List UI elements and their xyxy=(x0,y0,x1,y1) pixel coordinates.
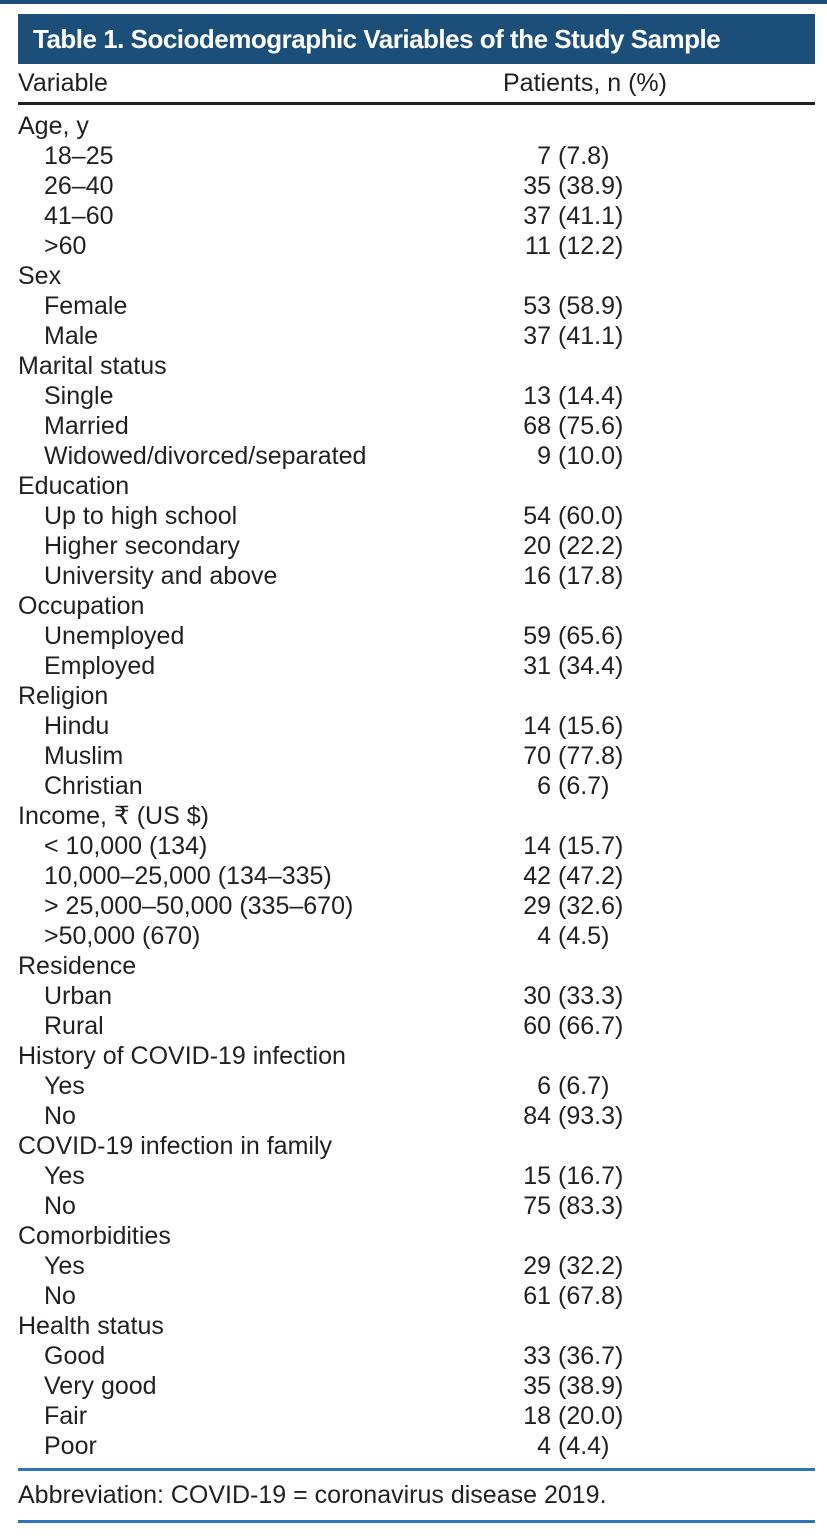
row-percent: (47.2) xyxy=(558,862,624,890)
section-header-label: Religion xyxy=(18,682,109,710)
table-row xyxy=(18,1401,815,1431)
column-header-row xyxy=(18,64,815,102)
row-percent: (93.3) xyxy=(558,1102,624,1130)
row-label: Male xyxy=(44,322,99,350)
row-label: Yes xyxy=(44,1252,85,1280)
section-header-label: Income, ₹ (US $) xyxy=(18,802,209,830)
table-row xyxy=(18,381,815,411)
section-header-label: Comorbidities xyxy=(18,1222,171,1250)
row-count: 20 xyxy=(523,532,551,560)
table-row xyxy=(18,1011,815,1041)
section-header-label: Sex xyxy=(18,262,62,290)
table-row xyxy=(18,981,815,1011)
section-header-label: Marital status xyxy=(18,352,167,380)
row-value xyxy=(495,891,815,921)
row-label: No xyxy=(44,1282,76,1310)
row-count: 70 xyxy=(523,742,551,770)
row-label: Fair xyxy=(44,1402,88,1430)
table-row xyxy=(18,891,815,921)
row-count: 29 xyxy=(523,892,551,920)
row-value xyxy=(495,171,815,201)
row-value xyxy=(495,381,815,411)
table-row xyxy=(18,651,815,681)
row-label: > 25,000–50,000 (335–670) xyxy=(44,892,354,920)
row-label: >60 xyxy=(44,232,87,260)
top-border-line xyxy=(0,0,827,4)
row-percent: (77.8) xyxy=(558,742,624,770)
row-percent: (4.5) xyxy=(558,922,610,950)
column-header-variable: Variable xyxy=(18,68,108,97)
row-count: 14 xyxy=(523,832,551,860)
row-percent: (32.6) xyxy=(558,892,624,920)
section-header-row xyxy=(18,471,815,501)
table-row xyxy=(18,1161,815,1191)
row-count: 11 xyxy=(525,232,551,260)
row-count: 60 xyxy=(523,1012,551,1040)
section-header-row xyxy=(18,591,815,621)
row-label: Up to high school xyxy=(44,502,238,530)
row-value xyxy=(495,771,815,801)
row-count: 9 xyxy=(537,442,551,470)
row-value xyxy=(495,711,815,741)
row-count: 18 xyxy=(523,1402,551,1430)
row-percent: (38.9) xyxy=(558,1372,624,1400)
row-count: 37 xyxy=(523,322,551,350)
row-value xyxy=(495,1161,815,1191)
table-title: Table 1. Sociodemographic Variables of the Study Sample xyxy=(33,23,721,54)
row-label: Hindu xyxy=(44,712,110,740)
row-count: 35 xyxy=(523,172,551,200)
row-count: 68 xyxy=(523,412,551,440)
row-value xyxy=(495,1191,815,1221)
table-row xyxy=(18,411,815,441)
row-value xyxy=(495,741,815,771)
column-header-patients: Patients, n (%) xyxy=(503,68,667,97)
row-count: 61 xyxy=(523,1282,551,1310)
row-percent: (15.7) xyxy=(558,832,624,860)
table-title-bar xyxy=(18,14,815,64)
row-count: 84 xyxy=(523,1102,551,1130)
row-value xyxy=(495,531,815,561)
header-rule xyxy=(18,102,815,105)
table-row xyxy=(18,1371,815,1401)
row-label: Single xyxy=(44,382,114,410)
row-label: Yes xyxy=(44,1072,85,1100)
row-percent: (66.7) xyxy=(558,1012,624,1040)
row-count: 54 xyxy=(523,502,551,530)
section-header-row xyxy=(18,681,815,711)
row-label: Married xyxy=(44,412,129,440)
table-row xyxy=(18,711,815,741)
section-header-label: Occupation xyxy=(18,592,145,620)
section-header-row xyxy=(18,351,815,381)
row-value xyxy=(495,1341,815,1371)
row-percent: (12.2) xyxy=(558,232,624,260)
row-label: Muslim xyxy=(44,742,124,770)
table-row xyxy=(18,1191,815,1221)
row-value xyxy=(495,1281,815,1311)
section-header-row xyxy=(18,111,815,141)
row-count: 59 xyxy=(523,622,551,650)
table-row xyxy=(18,741,815,771)
row-label: Christian xyxy=(44,772,143,800)
section-header-label: COVID-19 infection in family xyxy=(18,1132,333,1160)
row-count: 4 xyxy=(537,922,551,950)
row-percent: (75.6) xyxy=(558,412,624,440)
row-value xyxy=(495,441,815,471)
row-value xyxy=(495,921,815,951)
table-row xyxy=(18,1071,815,1101)
row-value xyxy=(495,1401,815,1431)
table-row xyxy=(18,1431,815,1461)
row-percent: (7.8) xyxy=(558,142,610,170)
row-percent: (14.4) xyxy=(558,382,624,410)
row-count: 31 xyxy=(523,652,551,680)
row-count: 30 xyxy=(523,982,551,1010)
row-label: Yes xyxy=(44,1162,85,1190)
section-header-label: Education xyxy=(18,472,130,500)
row-percent: (6.7) xyxy=(558,772,610,800)
row-value xyxy=(495,201,815,231)
table-row xyxy=(18,291,815,321)
row-percent: (22.2) xyxy=(558,532,624,560)
footnote-row xyxy=(18,1471,815,1520)
table-row xyxy=(18,231,815,261)
row-count: 29 xyxy=(523,1252,551,1280)
row-percent: (83.3) xyxy=(558,1192,624,1220)
table-row xyxy=(18,1341,815,1371)
row-value xyxy=(495,291,815,321)
row-count: 33 xyxy=(523,1342,551,1370)
row-value xyxy=(495,1011,815,1041)
table-row xyxy=(18,561,815,591)
row-count: 16 xyxy=(523,562,551,590)
row-label: Employed xyxy=(44,652,156,680)
row-label: Unemployed xyxy=(44,622,185,650)
row-percent: (67.8) xyxy=(558,1282,624,1310)
row-label: Very good xyxy=(44,1372,157,1400)
row-value xyxy=(495,861,815,891)
table-row xyxy=(18,141,815,171)
row-value xyxy=(495,1431,815,1461)
table-row xyxy=(18,1251,815,1281)
row-count: 7 xyxy=(537,142,551,170)
row-value xyxy=(495,561,815,591)
row-count: 37 xyxy=(523,202,551,230)
row-value xyxy=(495,1071,815,1101)
row-value xyxy=(495,141,815,171)
row-value xyxy=(495,1101,815,1131)
row-count: 53 xyxy=(523,292,551,320)
row-label: Rural xyxy=(44,1012,104,1040)
row-count: 15 xyxy=(523,1162,551,1190)
row-count: 4 xyxy=(537,1432,551,1460)
section-header-label: History of COVID-19 infection xyxy=(18,1042,346,1070)
table-row xyxy=(18,321,815,351)
row-percent: (41.1) xyxy=(558,202,624,230)
row-value xyxy=(495,231,815,261)
row-percent: (41.1) xyxy=(558,322,624,350)
row-percent: (32.2) xyxy=(558,1252,624,1280)
table-body xyxy=(18,111,815,1461)
row-label: No xyxy=(44,1192,76,1220)
section-header-row xyxy=(18,1311,815,1341)
row-value xyxy=(495,501,815,531)
row-value xyxy=(495,1251,815,1281)
table-row xyxy=(18,621,815,651)
row-label: 41–60 xyxy=(44,202,114,230)
row-percent: (20.0) xyxy=(558,1402,624,1430)
footnote-text: Abbreviation: COVID-19 = coronavirus disease 2019. xyxy=(18,1481,607,1509)
table-row xyxy=(18,861,815,891)
row-percent: (34.4) xyxy=(558,652,624,680)
row-value xyxy=(495,1371,815,1401)
row-count: 6 xyxy=(537,1072,551,1100)
row-label: Poor xyxy=(44,1432,97,1460)
table-row xyxy=(18,501,815,531)
row-count: 6 xyxy=(537,772,551,800)
row-value xyxy=(495,321,815,351)
row-percent: (65.6) xyxy=(558,622,624,650)
row-value xyxy=(495,621,815,651)
row-label: No xyxy=(44,1102,76,1130)
section-header-row xyxy=(18,801,815,831)
row-percent: (60.0) xyxy=(558,502,624,530)
row-count: 42 xyxy=(523,862,551,890)
row-label: University and above xyxy=(44,562,278,590)
table-row xyxy=(18,1281,815,1311)
row-percent: (36.7) xyxy=(558,1342,624,1370)
section-header-label: Age, y xyxy=(18,112,89,140)
row-label: Urban xyxy=(44,982,113,1010)
row-percent: (4.4) xyxy=(558,1432,610,1460)
row-count: 13 xyxy=(523,382,551,410)
table-row xyxy=(18,1101,815,1131)
section-header-row xyxy=(18,951,815,981)
row-label: Female xyxy=(44,292,128,320)
table-row xyxy=(18,201,815,231)
bottom-rule xyxy=(18,1520,815,1523)
row-percent: (15.6) xyxy=(558,712,624,740)
section-header-label: Residence xyxy=(18,952,137,980)
row-percent: (16.7) xyxy=(558,1162,624,1190)
table-row xyxy=(18,831,815,861)
row-percent: (33.3) xyxy=(558,982,624,1010)
table-row xyxy=(18,171,815,201)
table-row xyxy=(18,921,815,951)
row-value xyxy=(495,411,815,441)
row-count: 35 xyxy=(523,1372,551,1400)
row-count: 75 xyxy=(523,1192,551,1220)
row-percent: (38.9) xyxy=(558,172,624,200)
row-label: 10,000–25,000 (134–335) xyxy=(44,862,332,890)
table-row xyxy=(18,531,815,561)
row-percent: (10.0) xyxy=(558,442,624,470)
row-label: < 10,000 (134) xyxy=(44,832,208,860)
row-label: Widowed/divorced/separated xyxy=(44,442,367,470)
section-header-row xyxy=(18,261,815,291)
row-label: 18–25 xyxy=(44,142,114,170)
section-header-label: Health status xyxy=(18,1312,164,1340)
row-label: 26–40 xyxy=(44,172,114,200)
table-row xyxy=(18,441,815,471)
row-percent: (58.9) xyxy=(558,292,624,320)
section-header-row xyxy=(18,1041,815,1071)
section-header-row xyxy=(18,1131,815,1161)
row-label: >50,000 (670) xyxy=(44,922,201,950)
table-row xyxy=(18,771,815,801)
row-value xyxy=(495,651,815,681)
row-count: 14 xyxy=(523,712,551,740)
section-header-row xyxy=(18,1221,815,1251)
row-percent: (17.8) xyxy=(558,562,624,590)
row-value xyxy=(495,831,815,861)
row-label: Good xyxy=(44,1342,106,1370)
row-label: Higher secondary xyxy=(44,532,240,560)
row-percent: (6.7) xyxy=(558,1072,610,1100)
row-value xyxy=(495,981,815,1011)
